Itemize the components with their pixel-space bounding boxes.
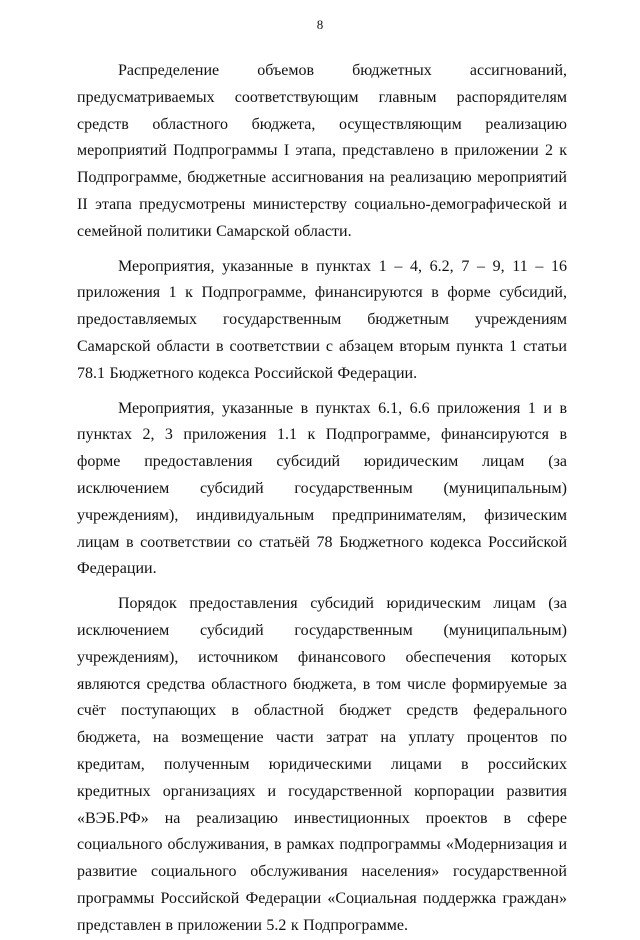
paragraph-subsidy-procedure: Порядок предоставления субсидий юридическим лицам (за исключением субсидий государственным (муниципальным) учреждениям), источником финансового обеспечения которых являются средства областного бюджета, в том числе формируемые за счёт поступающих в областной бюджет средств федерального бюджета, на возмещение части затрат на уплату процентов по кредитам, полученным юридическими лицами в российских кредитных организациях и государственной корпорации развития «ВЭБ.РФ» на реализацию инвестиционных проектов в сфере социального обслуживания, в рамках подпрограммы «Модернизация и развитие социального обслуживания населения» государственной программы Российской Федерации «Социальная поддержка граждан» представлен в приложении 5.2 к Подпрограмме. — [77, 595, 567, 934]
page-number: 8 — [316, 17, 324, 32]
paragraph-budget-institution-subsidies: Мероприятия, указанные в пунктах 1 – 4, 6.2, 7 – 9, 11 – 16 приложения 1 к Подпрограмме, финансируются в форме субсидий, предоставляемых государственным бюджетным учреждениям Самарской области в соответствии с абзацем вторым пункта 1 статьи 78.1 Бюджетного кодекса Российской Федерации. — [77, 257, 567, 382]
document-body — [77, 58, 567, 940]
paragraph-legal-entity-subsidies: Мероприятия, указанные в пунктах 6.1, 6.6 приложения 1 и в пунктах 2, 3 приложения 1.1 к Подпрограмме, финансируются в форме предоставления субсидий юридическим лицам (за исключением субсидий государственным (муниципальным) учреждениям), индивидуальным предпринимателям, физическим лицам в соответствии со статьёй 78 Бюджетного кодекса Российской Федерации. — [77, 399, 567, 578]
paragraph-budget-allocations: Распределение объемов бюджетных ассигнований, предусматриваемых соответствующим главным распорядителям средств областного бюджета, осуществляющим реализацию мероприятий Подпрограммы I этапа, представлено в приложении 2 к Подпрограмме, бюджетные ассигнования на реализацию мероприятий II этапа предусмотрены министерству социально-демографической и семейной политики Самарской области. — [77, 62, 567, 240]
